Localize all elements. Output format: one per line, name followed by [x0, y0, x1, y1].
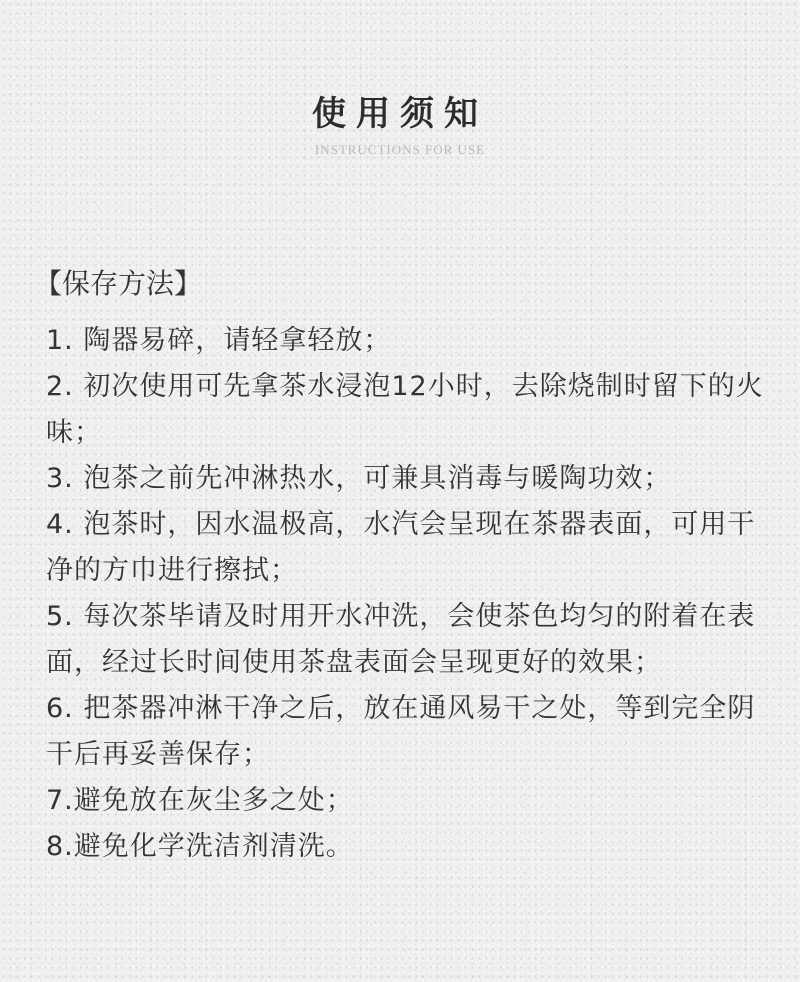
instruction-item: 6. 把茶器冲淋干净之后，放在通风易干之处，等到完全阴干后再妥善保存； [46, 693, 756, 770]
page-subtitle: INSTRUCTIONS FOR USE [314, 142, 486, 157]
instruction-item: 3. 泡茶之前先冲淋热水，可兼具消毒与暖陶功效； [46, 463, 672, 494]
instruction-item: 2. 初次使用可先拿茶水浸泡12小时，去除烧制时留下的火味； [46, 371, 764, 448]
instruction-item: 5. 每次茶毕请及时用开水冲洗，会使茶色均匀的附着在表面，经过长时间使用茶盘表面会呈现更好的效果； [46, 601, 756, 678]
page-title: 使用须知 [312, 94, 488, 134]
section-heading: 【保存方法】 [34, 267, 203, 300]
instruction-item: 8.避免化学洗洁剂清洗。 [46, 831, 354, 862]
instruction-item: 4. 泡茶时，因水温极高，水汽会呈现在茶器表面，可用干净的方巾进行擦拭； [46, 509, 756, 586]
instruction-list [46, 318, 766, 870]
instruction-item: 7.避免放在灰尘多之处； [46, 785, 354, 816]
instruction-item: 1. 陶器易碎，请轻拿轻放； [46, 325, 392, 356]
